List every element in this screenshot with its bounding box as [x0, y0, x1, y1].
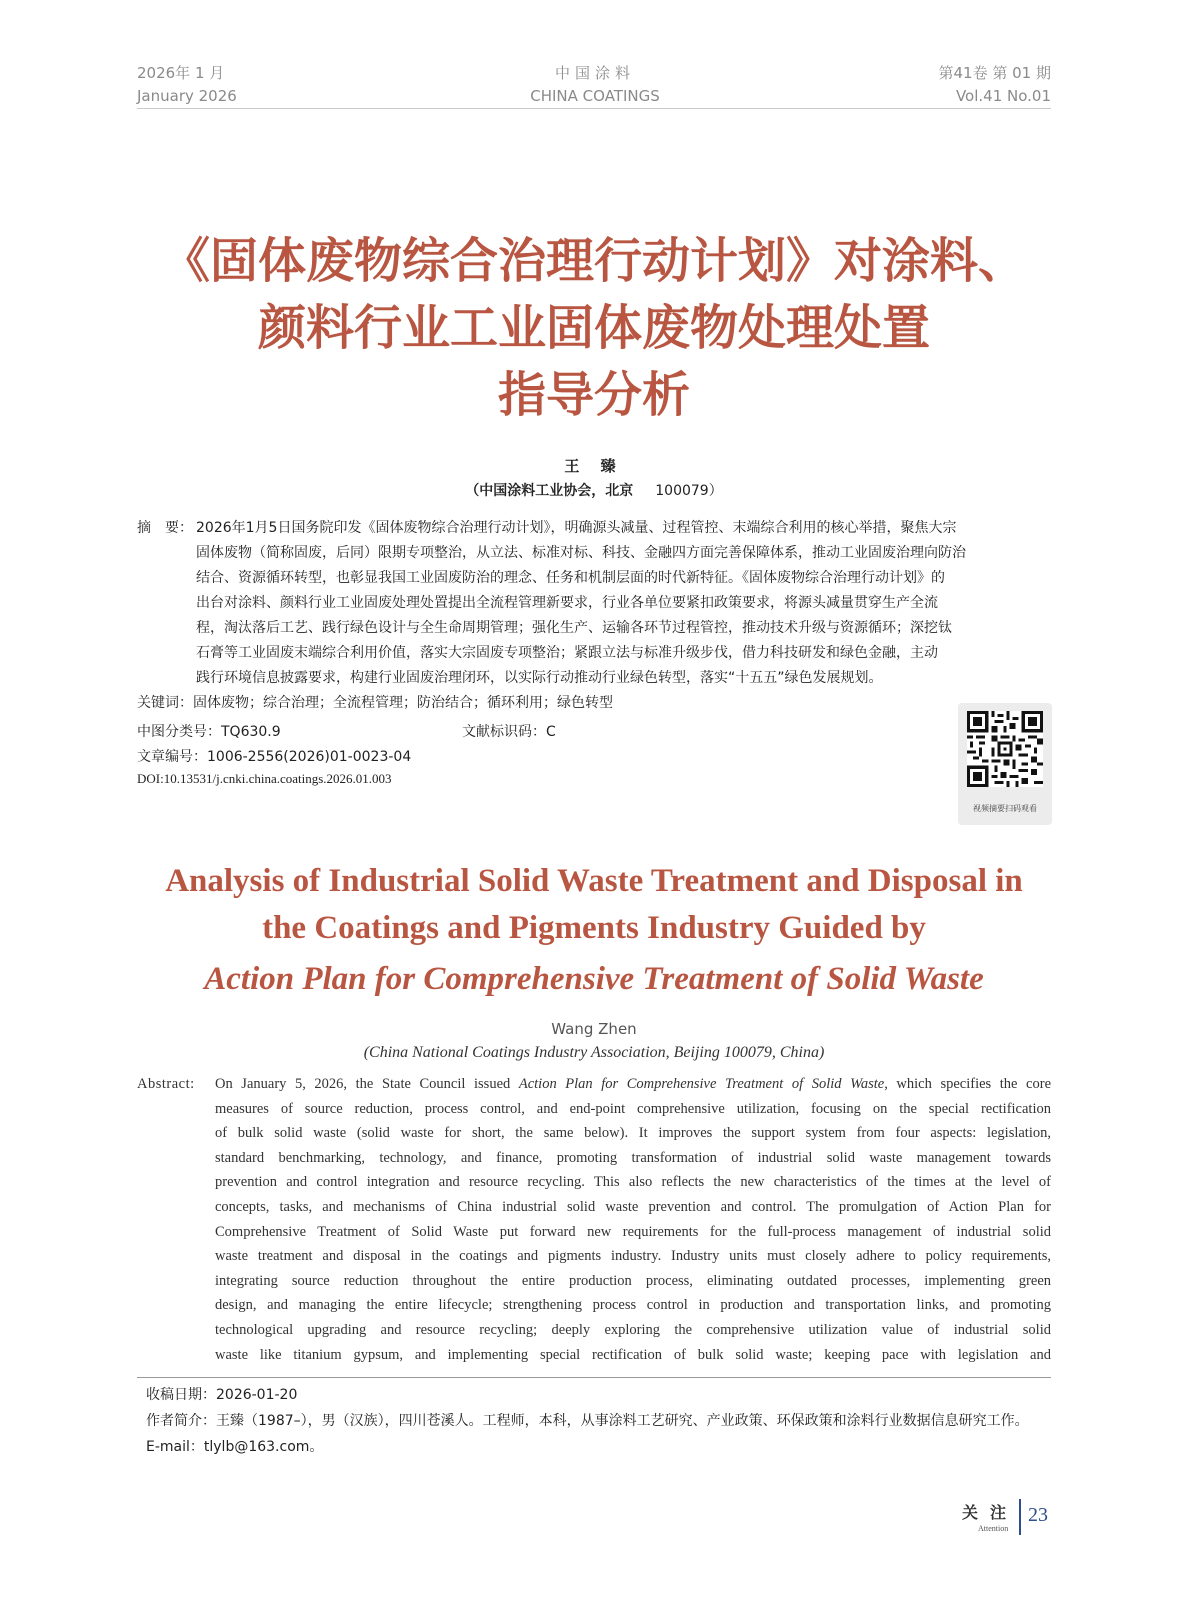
header-divider: [137, 108, 1051, 109]
footnote-bio: 作者简介：王臻（1987–），男（汉族），四川苍溪人。工程师，本科，从事涂料工艺研究、产业政策、环保政策和涂料行业数据信息研究工作。: [146, 1413, 1029, 1429]
title-cn-line1: 《固体废物综合治理行动计划》对涂料、: [161, 233, 1026, 289]
abstract-en-line: technological upgrading and resource recycling; deeply exploring the comprehensive utilization value of industrial solid: [215, 1321, 1051, 1338]
header-date: [137, 62, 237, 108]
abstract-cn-text: [196, 516, 1051, 691]
abstract-en-line: waste treatment and disposal in the coatings and pigments industry. Industry units must closely adhere to policy requirements,: [215, 1248, 1051, 1265]
abstract-cn-line: 结合、资源循环转型，也彰显我国工业固废防治的理念、任务和机制层面的时代新特征。《固体废物综合治理行动计划》的: [196, 570, 945, 586]
doi: DOI:10.13531/j.cnki.china.coatings.2026.01.003: [137, 771, 392, 786]
author-en: Wang Zhen: [551, 1020, 637, 1038]
abstract-cn-line: 践行环境信息披露要求，构建行业固废治理闭环，以实际行动推动行业绿色转型，落实“十五五”绿色发展规划。: [196, 670, 883, 686]
section-label-en: Attention: [978, 1524, 1009, 1533]
title-cn-line2: 颜料行业工业固体废物处理处置: [257, 300, 930, 356]
abstract-en-line: design, and managing the entire lifecycle; strengthening process control in production and transportation links, and promoting: [215, 1297, 1051, 1314]
classification-number: 中图分类号：TQ630.9: [137, 724, 281, 740]
abstract-cn-line: 程，淘汰落后工艺、践行绿色设计与全生命周期管理；强化生产、运输各环节过程管控，推动技术升级与资源循环；深挖钛: [196, 620, 952, 636]
header-journal-en: CHINA COATINGS: [530, 87, 660, 105]
abstract-cn-label: 摘 要：: [137, 520, 193, 536]
abstract-cn-line: 固体废物（简称固废，后同）限期专项整治，从立法、标准对标、科技、金融四方面完善保障体系，推动工业固废治理向防治: [196, 545, 966, 561]
abstract-en-line: [215, 1072, 1051, 1097]
abstract-cn-line: 石膏等工业固废末端综合利用价值，落实大宗固废专项整治；紧跟立法与标准升级步伐，借力科技研发和绿色金融，主动: [196, 645, 938, 661]
page-number: 23: [1028, 1504, 1048, 1526]
qr-code-icon[interactable]: [967, 711, 1043, 787]
header-journal-cn: 中国涂料: [554, 64, 635, 82]
header-date-cn: 2026年 1 月: [137, 64, 225, 82]
header-issue-cn: 第41卷 第 01 期: [938, 64, 1051, 82]
abstract-en-line1-italic: Action Plan for Comprehensive Treatment of Solid Waste: [518, 1076, 885, 1092]
affiliation-cn-text: （中国涂料工业协会，北京: [465, 483, 634, 499]
section-label-cn: 关注: [962, 1503, 1019, 1522]
title-en: [110, 858, 1078, 1006]
header-date-en: January 2026: [137, 87, 237, 105]
abstract-en-text: [215, 1072, 1051, 1367]
title-en-line2: the Coatings and Pigments Industry Guided by: [262, 910, 926, 946]
abstract-cn-line: 出台对涂料、颜料行业工业固废处理处置提出全流程管理新要求，行业各单位要紧扣政策要求，将源头减量贯穿生产全流: [196, 595, 938, 611]
author-cn: 王 臻: [564, 457, 624, 475]
article-number: 文章编号：1006-2556(2026)01-0023-04: [137, 749, 412, 765]
abstract-en-line: standard benchmarking, technology, and finance, promoting transformation of industrial solid waste management towards: [215, 1149, 1051, 1166]
abstract-en-line: prevention and control integration and resource recycling. This also reflects the new characteristics of the times at the level of: [215, 1174, 1051, 1191]
affiliation-cn-postcode: 100079）: [655, 483, 723, 499]
title-en-line3: Action Plan for Comprehensive Treatment of Solid Waste: [204, 961, 984, 997]
affiliation-en: (China National Coatings Industry Association, Beijing 100079, China): [363, 1044, 825, 1061]
header-journal: [400, 62, 790, 108]
document-code: 文献标识码：C: [462, 724, 556, 740]
header-issue-en: Vol.41 No.01: [955, 87, 1051, 105]
qr-code-panel[interactable]: [958, 703, 1052, 825]
abstract-en-line: integrating source reduction throughout the entire production process, eliminating outdated processes, implementing green: [215, 1272, 1051, 1289]
abstract-en-line1-post: , which specifies the core: [884, 1076, 1052, 1092]
title-cn-line3: 指导分析: [497, 367, 690, 423]
qr-caption: 视频摘要扫码观看: [973, 804, 1037, 813]
footnote-received: 收稿日期：2026-01-20: [146, 1387, 298, 1403]
abstract-en-label: Abstract:: [137, 1076, 195, 1092]
affiliation-cn: [137, 480, 1051, 500]
abstract-en-line: concepts, tasks, and mechanisms of China industrial solid waste prevention and control. The promulgation of Action Plan for: [215, 1198, 1051, 1215]
page-number-divider: [1019, 1499, 1021, 1535]
abstract-en-line: of bulk solid waste (solid waste for short, the same below). It improves the support system from four aspects: legislation,: [215, 1125, 1051, 1142]
abstract-en-line: measures of source reduction, process control, and end-point comprehensive utilization, focusing on the special rectification: [215, 1100, 1051, 1117]
keywords-cn: 关键词：固体废物；综合治理；全流程管理；防治结合；循环利用；绿色转型: [137, 695, 613, 711]
abstract-cn-line: 2026年1月5日国务院印发《固体废物综合治理行动计划》，明确源头减量、过程管控、末端综合利用的核心举措，聚焦大宗: [196, 520, 957, 536]
abstract-en-line: Comprehensive Treatment of Solid Waste put forward new requirements for the full-process management of industrial solid: [215, 1223, 1051, 1240]
footnote-divider: [137, 1377, 1051, 1378]
footnote-email: E-mail：tlylb@163.com。: [146, 1439, 324, 1455]
abstract-en-line: waste like titanium gypsum, and implementing special rectification of bulk solid waste; keeping pace with legislation and: [215, 1346, 1051, 1363]
abstract-en-line1-pre: On January 5, 2026, the State Council issued: [215, 1076, 519, 1092]
header-issue: [939, 62, 1051, 108]
title-en-line1: Analysis of Industrial Solid Waste Treatment and Disposal in: [165, 863, 1023, 899]
title-cn: [110, 228, 1078, 429]
